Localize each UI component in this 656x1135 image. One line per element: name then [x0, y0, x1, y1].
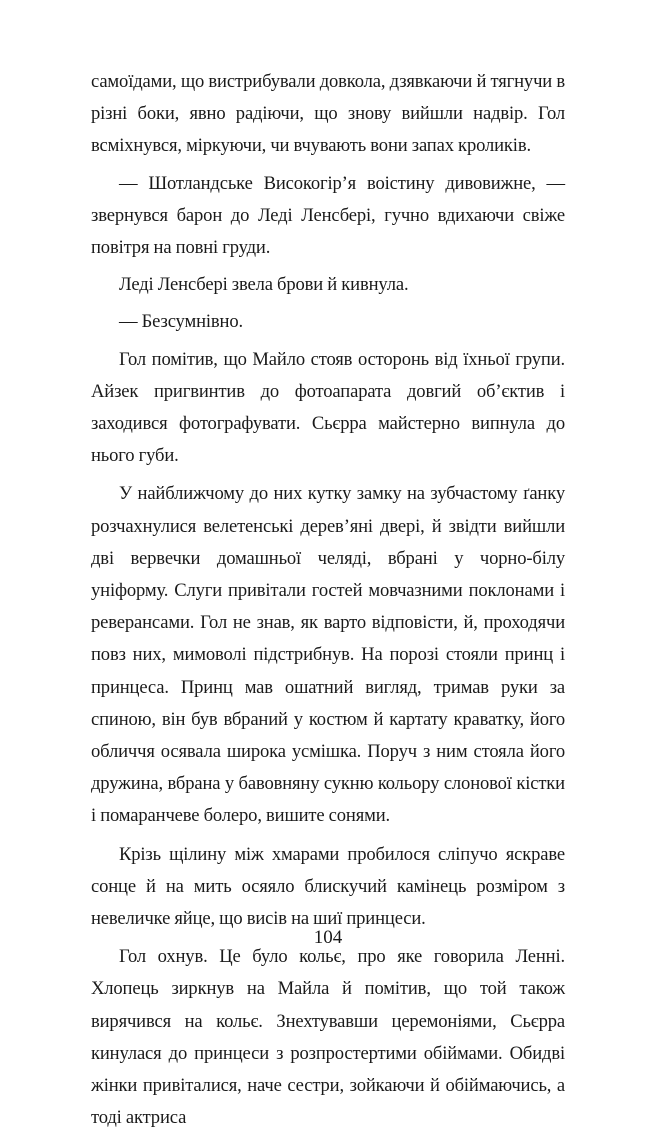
- paragraph-dialogue-reply: — Безсумнівно.: [119, 311, 243, 333]
- paragraph-castle-door: У найближчому до них кутку замку на зубчастому ґанку розчахнулися велетенські дерев’яні двері, й звідти вийшли дві вервечки домашньої челяді, вбрані у чорно-білу уніформу. Слуги привітали гостей мовчазними поклонами і реверансами. Гол не знав, як варто відповісти, й, проходячи повз них, мимоволі підстрибнув. На порозі стояли принц і принцеса. Принц мав ошатний вигляд, тримав руки за спиною, він був вбраний у костюм й картату краватку, його обличчя осявала широка усмішка. Поруч з ним стояла його дружина, вбрана у бавовняну сукню кольору слонової кістки і помаранчеве болеро, вишите сонями.: [91, 483, 565, 827]
- paragraph-necklace: Гол охнув. Це було кольє, про яке говорила Ленні. Хлопець зиркнув на Майла й помітив, що той також вирячився на кольє. Знехтувавши церемоніями, Сьєрра кинулася до принцеси з розпростертими обіймами. Обидві жінки привіталися, наче сестри, зойкаючи й обіймаючись, а тоді актриса: [91, 946, 565, 1129]
- paragraph-lady-lensbury: Леді Ленсбері звела брови й кивнула.: [119, 274, 409, 296]
- paragraph-dialogue-baron: — Шотландське Високогір’я воістину дивовижне, — звернувся барон до Леді Ленсбері, гучно вдихаючи свіже повітря на повні груди.: [91, 172, 565, 259]
- body-text: [91, 66, 565, 1135]
- paragraph-continuation: самоїдами, що вистрибували довкола, дзявкаючи й тягнучи в різні боки, явно радіючи, що знову вийшли надвір. Гол всміхнувся, міркуючи, чи вчувають вони запах кроликів.: [91, 71, 565, 157]
- paragraph-sunlight: Крізь щілину між хмарами пробилося сліпучо яскраве сонце й на мить осяяло блискучий камінець розміром з невеличке яйце, що висів на шиї принцеси.: [91, 843, 565, 930]
- page-number: 104: [313, 927, 343, 948]
- paragraph-milo-isaac: Гол помітив, що Майло стояв осторонь від їхньої групи. Айзек пригвинтив до фотоапарата довгий об’єктив і заходився фотографувати. Сьєрра майстерно випнула до нього губи.: [91, 348, 565, 467]
